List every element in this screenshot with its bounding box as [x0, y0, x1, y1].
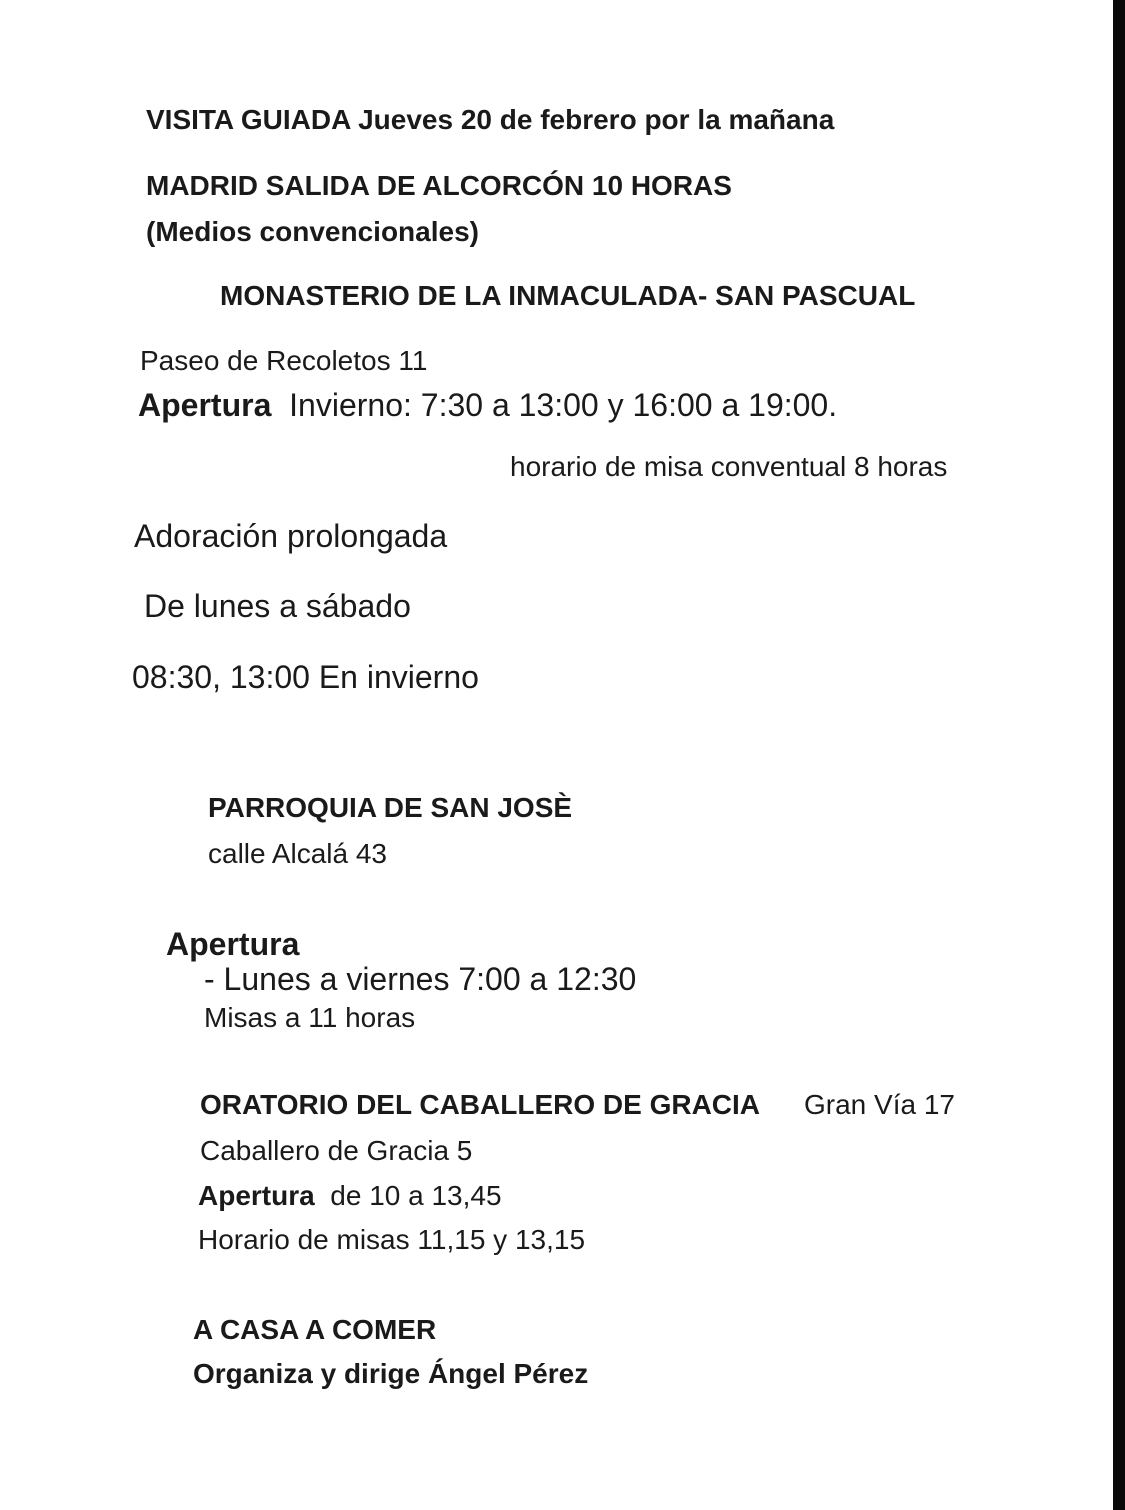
monastery-opening-label: Apertura: [138, 387, 272, 423]
parish-masses: Misas a 11 horas: [204, 1002, 416, 1033]
lunch-note: A CASA A COMER: [193, 1314, 437, 1345]
parish-name: PARROQUIA DE SAN JOSÈ: [208, 792, 573, 823]
parish-opening-hours: - Lunes a viernes 7:00 a 12:30: [204, 961, 637, 997]
oratory-opening-hours: de 10 a 13,45: [330, 1180, 502, 1211]
parish-address: calle Alcalá 43: [208, 838, 388, 869]
monastery-days: De lunes a sábado: [144, 588, 411, 624]
monastery-name: MONASTERIO DE LA INMACULADA- SAN PASCUAL: [220, 280, 916, 311]
monastery-address: Paseo de Recoletos 11: [140, 345, 428, 376]
transport-info: (Medios convencionales): [146, 216, 479, 247]
departure-info: MADRID SALIDA DE ALCORCÓN 10 HORAS: [146, 170, 732, 201]
organizer-note: Organiza y dirige Ángel Pérez: [193, 1358, 589, 1389]
oratory-opening: [198, 1182, 502, 1210]
oratory-address-alt: Gran Vía 17: [804, 1089, 955, 1120]
monastery-times: 08:30, 13:00 En invierno: [132, 659, 479, 695]
monastery-adoration: Adoración prolongada: [134, 518, 448, 554]
monastery-opening: [138, 389, 837, 421]
parish-opening-label: Apertura: [166, 926, 300, 962]
visit-title: VISITA GUIADA Jueves 20 de febrero por la mañana: [146, 104, 835, 135]
oratory-opening-label: Apertura: [198, 1180, 315, 1211]
oratory-name: ORATORIO DEL CABALLERO DE GRACIA: [200, 1089, 761, 1120]
monastery-mass-schedule: horario de misa conventual 8 horas: [510, 451, 948, 482]
oratory-address: Caballero de Gracia 5: [200, 1135, 473, 1166]
oratory-masses: Horario de misas 11,15 y 13,15: [198, 1224, 586, 1255]
monastery-opening-hours: Invierno: 7:30 a 13:00 y 16:00 a 19:00.: [289, 387, 838, 423]
page-edge: [1113, 0, 1125, 1510]
